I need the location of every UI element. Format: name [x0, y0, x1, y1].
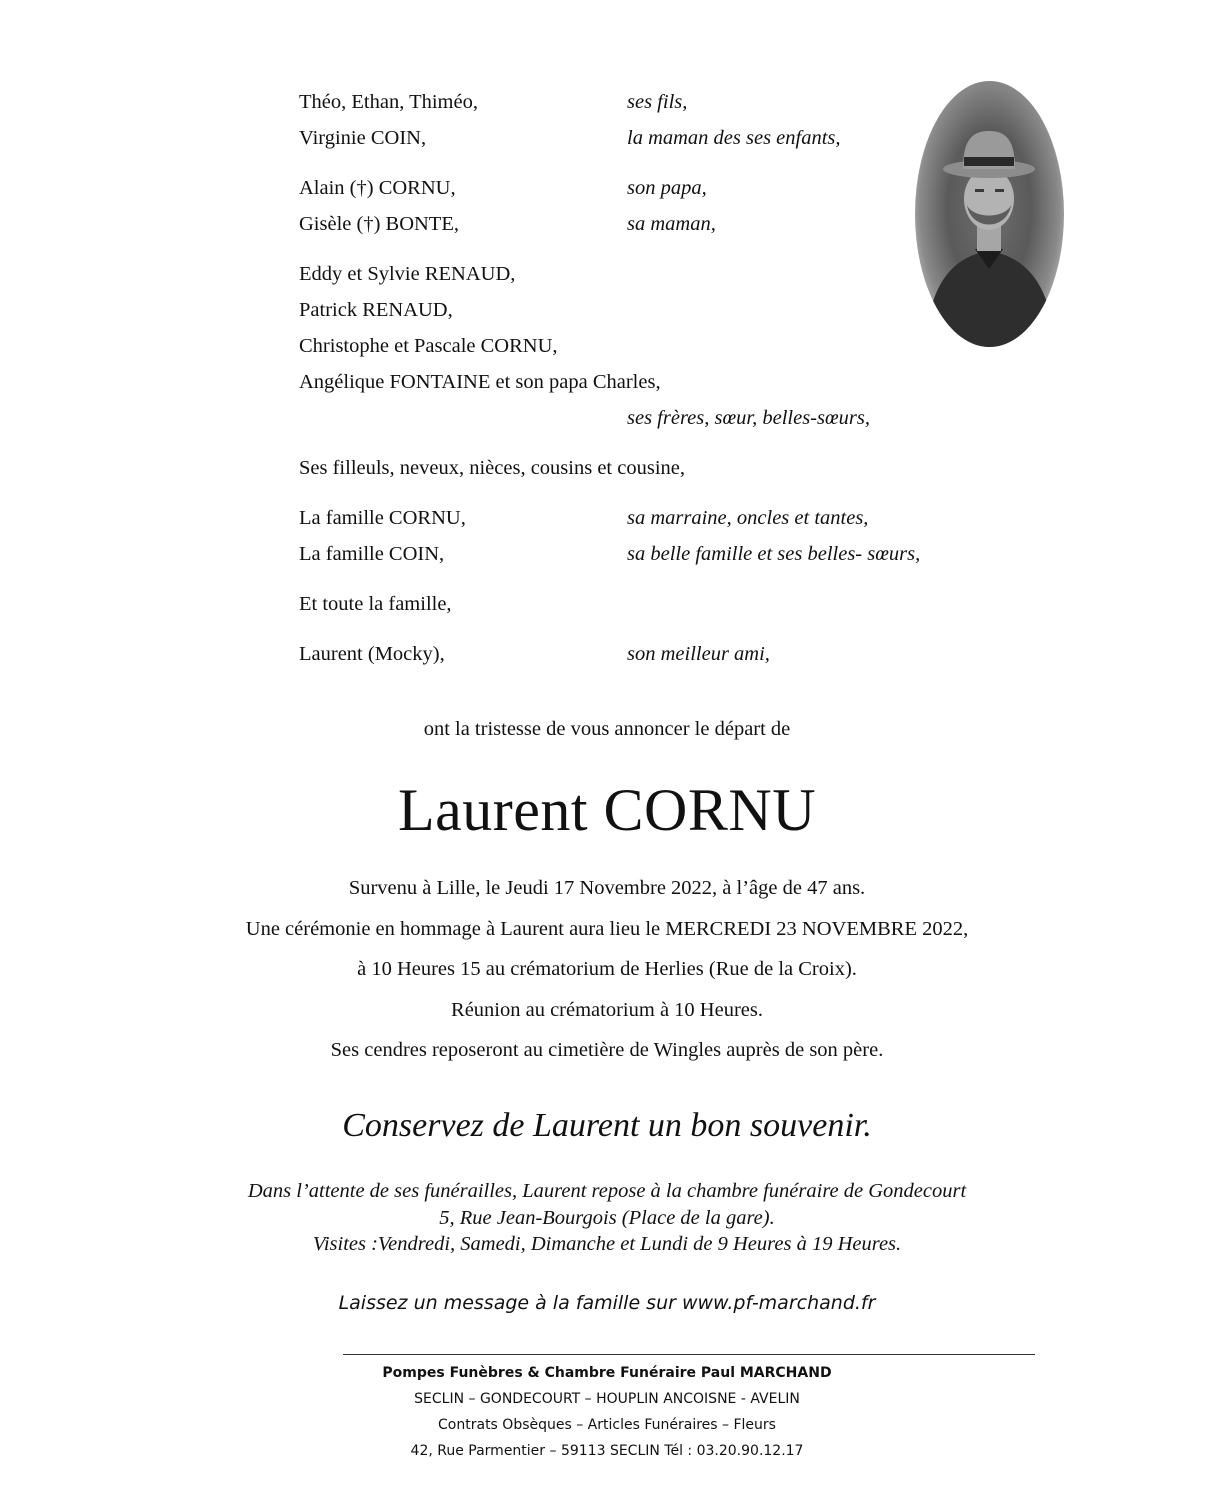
ceremony-details: [0, 870, 1214, 1073]
keepsake-line: Conservez de Laurent un bon souvenir.: [342, 1107, 872, 1144]
detail-line: Survenu à Lille, le Jeudi 17 Novembre 2022, à l’âge de 47 ans.: [348, 877, 866, 899]
family-relation: ses frères, sœur, belles-sœurs,: [627, 406, 870, 429]
family-member-name: Virginie COIN,: [299, 126, 427, 149]
family-relation: sa maman,: [627, 212, 716, 235]
resting-place-info: [0, 1178, 1214, 1258]
funeral-home-name: Pompes Funèbres & Chambre Funéraire Paul MARCHAND: [382, 1365, 832, 1381]
family-relation: sa belle famille et ses belles- sœurs,: [627, 542, 921, 565]
funeral-home-footer: [0, 1360, 1214, 1464]
resting-line: 5, Rue Jean-Bourgois (Place de la gare).: [439, 1206, 775, 1229]
family-row: [299, 536, 979, 572]
family-row: [299, 170, 979, 206]
announcement: ont la tristesse de vous annoncer le départ de: [423, 718, 791, 740]
resting-line: Dans l’attente de ses funérailles, Laurent repose à la chambre funéraire de Gondecourt: [247, 1180, 967, 1202]
family-row: [299, 636, 979, 672]
family-row: [299, 400, 979, 436]
footer-divider: [343, 1354, 1035, 1355]
family-member-name: Théo, Ethan, Thiméo,: [299, 90, 478, 113]
family-row: [299, 120, 979, 156]
detail-line: à 10 Heures 15 au crématorium de Herlies (Rue de la Croix).: [357, 958, 857, 980]
family-member-name: Angélique FONTAINE et son papa Charles,: [299, 370, 661, 393]
family-member-name: Et toute la famille,: [299, 592, 452, 615]
funeral-home-services: Contrats Obsèques – Articles Funéraires – Fleurs: [438, 1417, 776, 1433]
family-row: [299, 206, 979, 242]
family-row: [299, 450, 979, 486]
family-member-name: La famille CORNU,: [299, 506, 466, 529]
family-member-name: La famille COIN,: [299, 542, 445, 565]
funeral-home-address: 42, Rue Parmentier – 59113 SECLIN Tél : 03.20.90.12.17: [410, 1443, 804, 1459]
family-member-name: Alain (†) CORNU,: [299, 176, 456, 199]
family-row: [299, 84, 979, 120]
family-row: [299, 586, 979, 622]
family-relation: son meilleur ami,: [627, 642, 770, 665]
condolence-message: Laissez un message à la famille sur www.pf-marchand.fr: [338, 1292, 876, 1314]
family-row: [299, 500, 979, 536]
family-relation: la maman des ses enfants,: [627, 126, 841, 149]
family-row: [299, 256, 979, 292]
portrait-silhouette: [915, 81, 1064, 347]
family-member-name: Gisèle (†) BONTE,: [299, 212, 459, 235]
deceased-name: Laurent CORNU: [397, 777, 817, 843]
family-relation: ses fils,: [627, 90, 688, 113]
funeral-home-locations: SECLIN – GONDECOURT – HOUPLIN ANCOISNE - AVELIN: [414, 1391, 800, 1407]
family-member-name: Christophe et Pascale CORNU,: [299, 334, 558, 357]
family-member-name: Ses filleuls, neveux, nièces, cousins et cousine,: [299, 456, 685, 479]
detail-line: Une cérémonie en hommage à Laurent aura lieu le MERCREDI 23 NOVEMBRE 2022,: [245, 917, 969, 940]
detail-line: Ses cendres reposeront au cimetière de Wingles auprès de son père.: [330, 1039, 884, 1061]
family-row: [299, 292, 979, 328]
family-member-name: Patrick RENAUD,: [299, 298, 453, 321]
family-row: [299, 328, 979, 364]
resting-line: Visites :Vendredi, Samedi, Dimanche et Lundi de 9 Heures à 19 Heures.: [312, 1233, 902, 1255]
family-relation: son papa,: [627, 176, 707, 199]
portrait-photo: [915, 81, 1064, 347]
family-row: [299, 364, 979, 400]
family-list: [299, 84, 979, 672]
detail-line: Réunion au crématorium à 10 Heures.: [451, 998, 763, 1021]
family-member-name: Laurent (Mocky),: [299, 642, 445, 665]
family-relation: sa marraine, oncles et tantes,: [627, 506, 869, 529]
family-member-name: Eddy et Sylvie RENAUD,: [299, 262, 516, 285]
